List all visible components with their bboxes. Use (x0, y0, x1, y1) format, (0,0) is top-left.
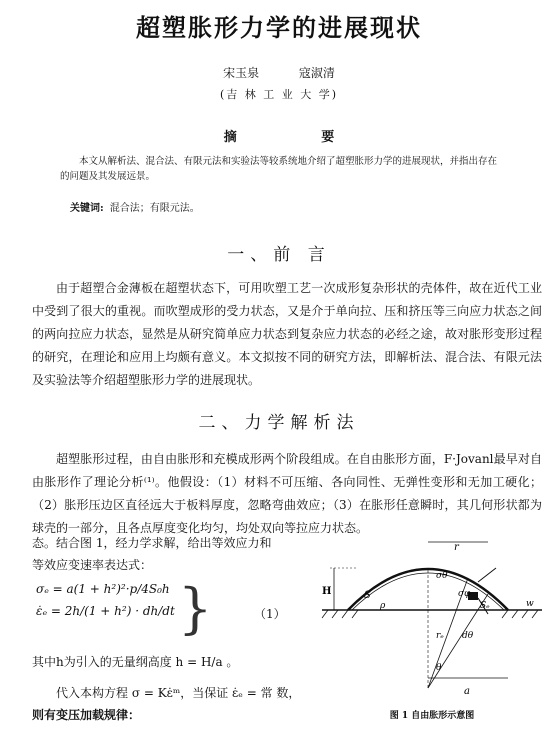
author-2: 寇淑清 (298, 66, 335, 80)
label-rho: ρ (380, 601, 386, 611)
section-2-line-a: 态。结合图 1，经力学求解，给出等效应力和 (32, 536, 272, 550)
figure-caption: 图 1 自由胀形示意图 (389, 711, 475, 721)
after-equation-line-2: 代入本构方程 σ = Kε̇ᵐ，当保证 ε̇ₑ = 常 数， (56, 686, 301, 700)
affiliation: (吉 林 工 业 大 学) (219, 88, 339, 101)
after-equation-line-1: 其中h为引入的无量纲高度 h = H/a 。 (32, 655, 239, 669)
section-2-line-b: 等效应变速率表达式： (32, 558, 153, 572)
author-1: 宋玉泉 (223, 66, 260, 80)
section-1-body: 由于超塑合金薄板在超塑状态下，可用吹塑工艺一次成形复杂形状的壳体件，故在近代工业中受到了很大的重视。而吹塑成形的受力状态，又是介于单向拉、压和挤压等三向应力状态之间的两向拉应力状态，显然是从研究简单应力状态到复杂应力状态的必经之途，故对胀形变形过程的研究，在理论和应用上均颇有意义。本文拟按不同的研究方法，即解析法、混合法、有限元法及实验法等介绍超塑胀形力学的进展现状。 (32, 281, 542, 387)
label-dtheta: dθ (462, 631, 474, 641)
keywords-value: 混合法；有限元法。 (109, 203, 200, 214)
keywords (70, 199, 200, 214)
label-r: r (454, 542, 459, 553)
label-theta: θ (436, 663, 442, 673)
section-1-heading: 一、前 言 (227, 245, 331, 265)
after-equation-line-3: 则有变压加载规律： (32, 708, 141, 722)
abstract-heading: 摘 要 (223, 130, 375, 145)
label-S: S (364, 590, 371, 601)
label-sigma-phi: σφ (458, 589, 471, 599)
equation-brace: } (178, 577, 213, 640)
equation-block (36, 582, 175, 626)
free-bulging-diagram (318, 538, 546, 700)
section-2-heading: 二、力学解析法 (198, 413, 360, 433)
label-w: w (526, 599, 534, 609)
paper-title: 超塑胀形力学的进展现状 (136, 13, 422, 42)
equation-line-2: ε̇ₑ = 2h/(1 + h²) · dh/dt (36, 604, 175, 618)
authors (0, 64, 558, 81)
label-sigma-theta: σθ (436, 571, 448, 581)
label-re: rₑ (436, 631, 444, 641)
keywords-label: 关键词: (70, 203, 104, 214)
equation-number: （1） (254, 607, 286, 621)
label-Se: Sₑ (480, 601, 490, 611)
abstract-body: 本文从解析法、混合法、有限元法和实验法等较系统地介绍了超塑胀形力学的进展现状，并指出存在的问题及其发展远景。 (60, 156, 498, 182)
section-2-body: 超塑胀形过程，由自由胀形和充模成形两个阶段组成。在自由胀形方面，F·Jovanl最早对自由胀形作了理论分析⁽¹⁾。他假设：（1）材料不可压缩、各向同性、无弹性变形和无加工硬化；（2）胀形压边区直径远大于板料厚度，忽略弯曲效应；（3）在胀形任意瞬时，其几何形状都为球壳的一部分，且各点厚度变化均匀，均处双向等拉应力状态。 (32, 452, 542, 535)
label-a: a (464, 686, 470, 697)
label-H: H (322, 586, 332, 597)
equation-line-1: σₑ = a(1 + h²)²·p/4S₀h (36, 582, 170, 596)
